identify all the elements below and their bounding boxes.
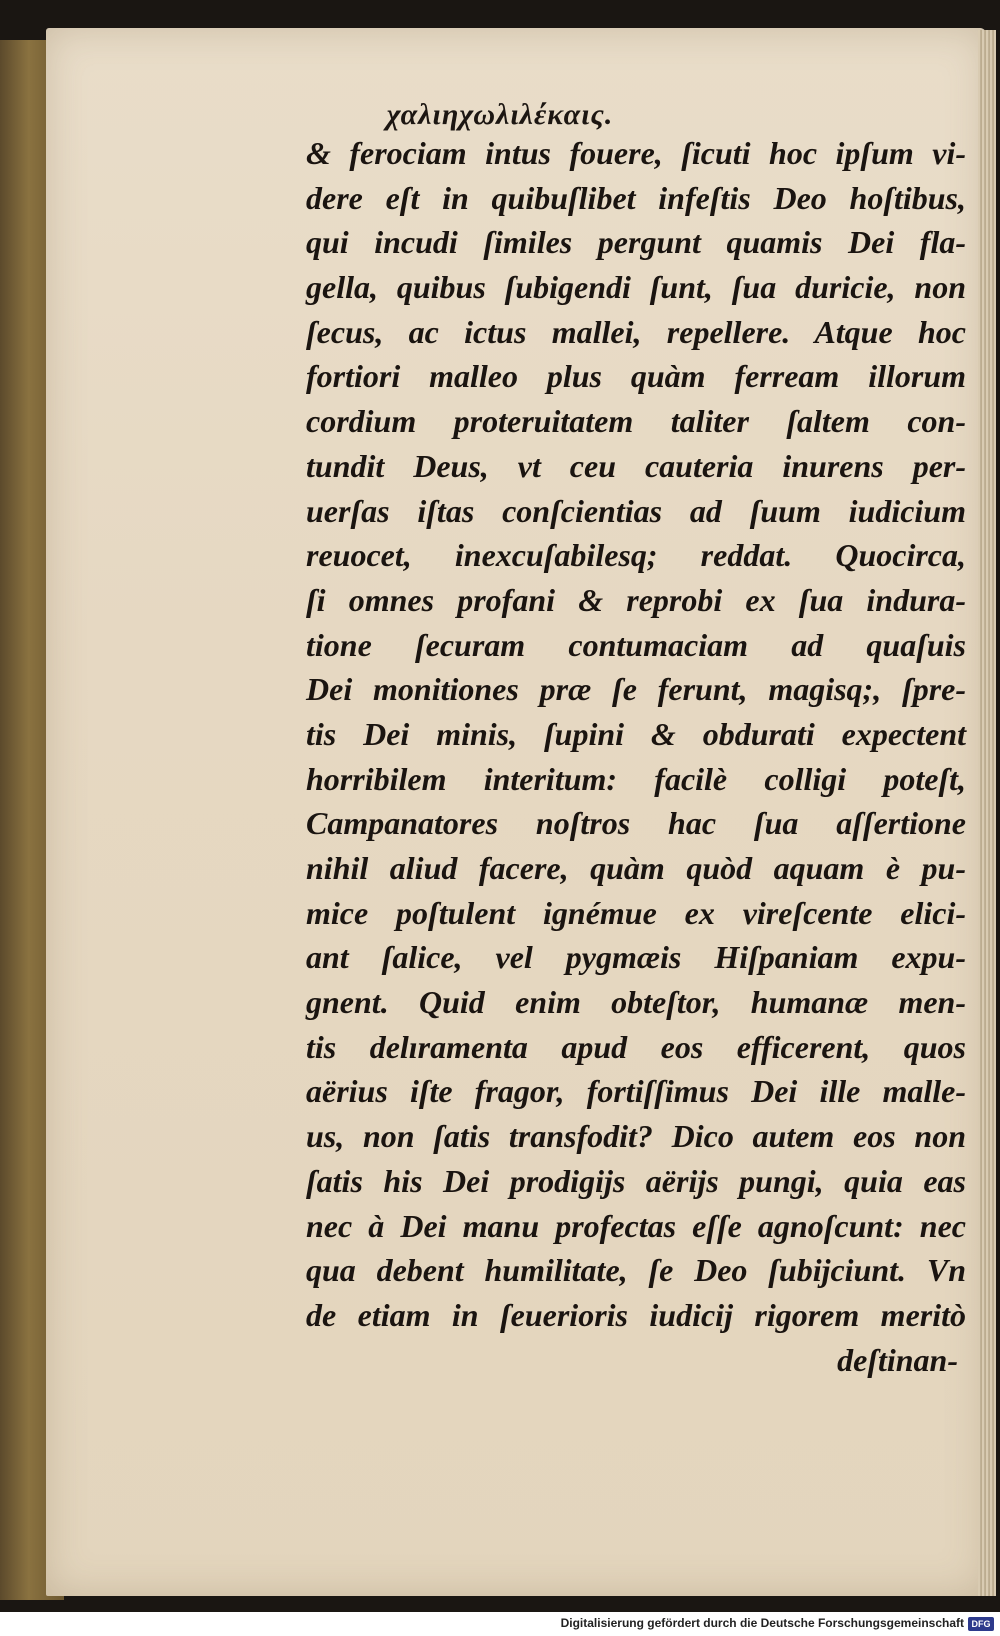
text-line: tis Dei minis, ſupini & obdurati expectent xyxy=(306,715,966,752)
text-line: ant ſalice, vel pygmæis Hiſpaniam expu- xyxy=(306,939,966,976)
text-line: & ferociam intus fouere, ſicuti hoc ipſum vi- xyxy=(306,135,966,171)
text-line: gnent. Quid enim obteſtor, humanæ men- xyxy=(306,984,966,1021)
text-line: horribilem interitum: facilè colligi poteſt, xyxy=(306,760,966,797)
text-line: qui incudi ſimiles pergunt quamis Dei fla- xyxy=(306,224,966,261)
text-line: mice poſtulent ignémue ex vireſcente elici- xyxy=(306,894,966,931)
footer-bar xyxy=(0,1612,1000,1636)
text-line: uerſas iſtas conſcientias ad ſuum iudicium xyxy=(306,492,966,529)
dfg-logo-icon: DFG xyxy=(968,1617,994,1631)
page-stack-edge xyxy=(978,30,996,1596)
text-line: fortiori malleo plus quàm ferream illorum xyxy=(306,358,966,395)
text-line: deſtinan- xyxy=(837,1341,958,1378)
text-line: nec à Dei manu profectas eſſe agnoſcunt: nec xyxy=(306,1207,966,1244)
text-line: cordium proteruitatem taliter ſaltem con- xyxy=(306,403,966,440)
text-line: reuocet, inexcuſabilesq; reddat. Quocirca, xyxy=(306,537,966,574)
text-line: ſecus, ac ictus mallei, repellere. Atque hoc xyxy=(306,313,966,350)
text-line: qua debent humilitate, ſe Deo ſubijciunt. Vn xyxy=(306,1252,966,1289)
text-line: us, non ſatis transfodit? Dico autem eos non xyxy=(306,1118,966,1155)
text-line: tione ſecuram contumaciam ad quaſuis xyxy=(306,626,966,663)
digitization-credit: Digitalisierung gefördert durch die Deutsche Forschungsgemeinschaft xyxy=(560,1616,964,1630)
running-head: χαλιηχωλιλέκαις. xyxy=(386,98,614,131)
text-line: Dei monitiones præ ſe ferunt, magisq;, ſpre- xyxy=(306,671,966,708)
text-line: gella, quibus ſubigendi ſunt, ſua duricie, non xyxy=(306,269,966,306)
text-line: aërius iſte fragor, fortiſſimus Dei ille malle- xyxy=(306,1073,966,1110)
text-line: ſi omnes profani & reprobi ex ſua indura- xyxy=(306,581,966,618)
text-line: tundit Deus, vt ceu cauteria inurens per- xyxy=(306,447,966,484)
text-line: dere eſt in quibuſlibet infeſtis Deo hoſtibus, xyxy=(306,179,966,216)
text-line: nihil aliud facere, quàm quòd aquam è pu- xyxy=(306,850,966,886)
text-line: de etiam in ſeuerioris iudicij rigorem meritò xyxy=(306,1296,966,1333)
text-line: Campanatores noſtros hac ſua aſſertione xyxy=(306,805,966,842)
text-line: tis delıramenta apud eos efficerent, quos xyxy=(306,1028,966,1065)
body-text xyxy=(306,131,966,1382)
text-line: ſatis his Dei prodigijs aërijs pungi, quia eas xyxy=(306,1162,966,1199)
